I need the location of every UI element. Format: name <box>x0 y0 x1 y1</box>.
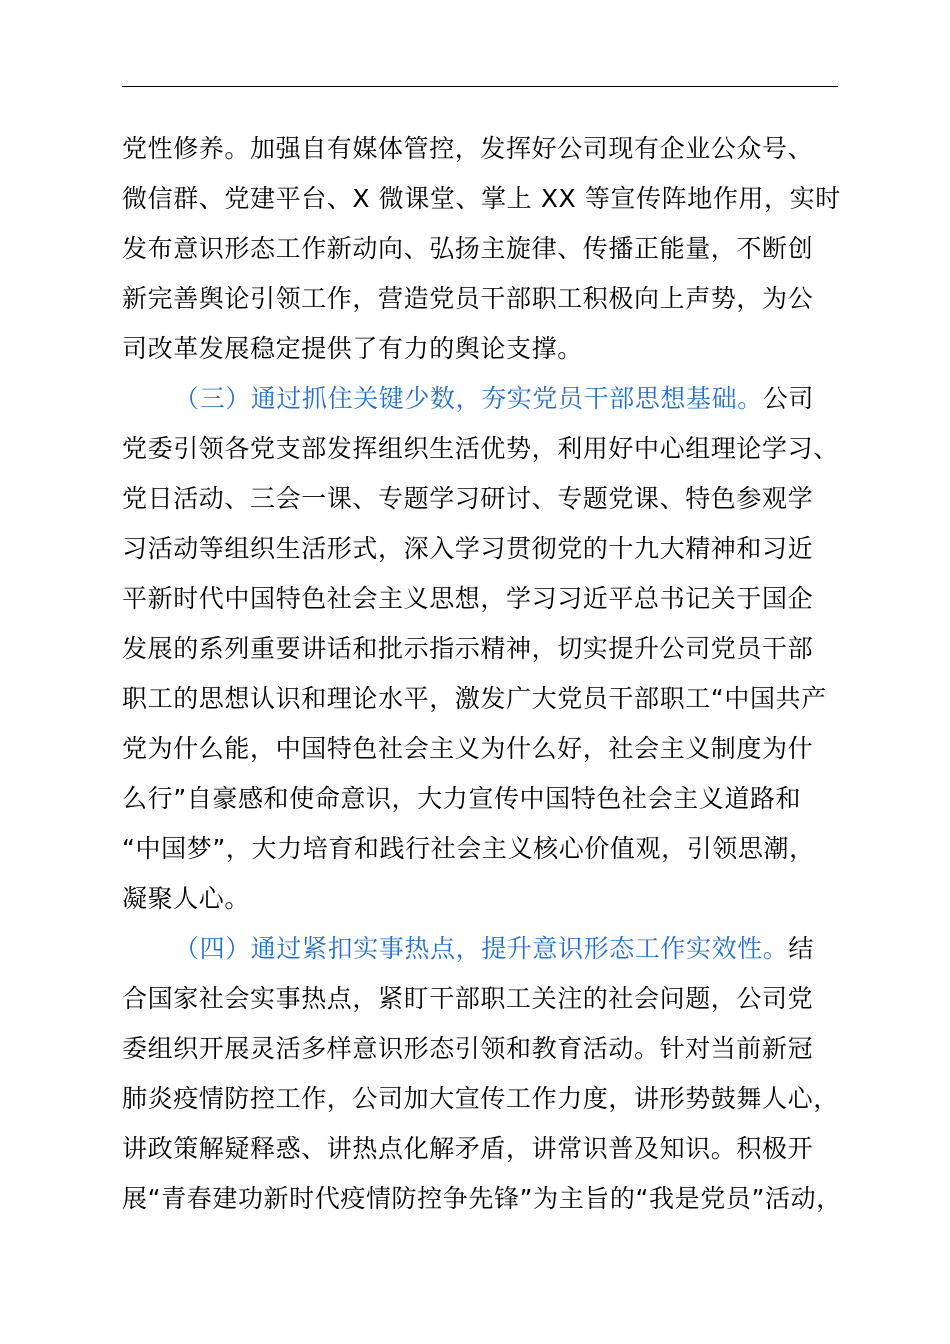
section-4-first-line <box>122 924 862 974</box>
section-3-lead-text: 公司 <box>762 384 815 413</box>
text-line: 党委引领各党支部发挥组织生活优势，利用好中心组理论学习、 <box>122 434 839 463</box>
text-line: 党性修养。加强自有媒体管控，发挥好公司现有企业公众号、 <box>122 134 814 163</box>
text-line: 么行”自豪感和使命意识，大力宣传中国特色社会主义道路和 <box>122 784 802 813</box>
text-line: 凝聚人心。 <box>122 884 251 913</box>
text-line: 讲政策解疑释惑、讲热点化解矛盾，讲常识普及知识。积极开 <box>122 1134 814 1163</box>
text-line: 微信群、党建平台、X 微课堂、掌上 XX 等宣传阵地作用，实时 <box>122 184 841 213</box>
text-line: 党日活动、三会一课、专题学习研讨、专题党课、特色参观学 <box>122 484 814 513</box>
text-line: “中国梦”，大力培育和践行社会主义核心价值观，引领思潮， <box>122 834 815 863</box>
text-line: 发展的系列重要讲话和批示指示精神，切实提升公司党员干部 <box>122 634 814 663</box>
section-4-heading: （四）通过紧扣实事热点，提升意识形态工作实效性。 <box>174 934 789 963</box>
text-line: 新完善舆论引领工作，营造党员干部职工积极向上声势，为公 <box>122 284 814 313</box>
text-line: 发布意识形态工作新动向、弘扬主旋律、传播正能量，不断创 <box>122 234 814 263</box>
section-3-heading: （三）通过抓住关键少数，夯实党员干部思想基础。 <box>174 384 763 413</box>
text-line: 展“青春建功新时代疫情防控争先锋”为主旨的“我是党员”活动， <box>122 1184 842 1213</box>
text-line: 平新时代中国特色社会主义思想，学习习近平总书记关于国企 <box>122 584 814 613</box>
text-line: 司改革发展稳定提供了有力的舆论支撑。 <box>122 334 583 363</box>
text-line: 合国家社会实事热点，紧盯干部职工关注的社会问题，公司党 <box>122 984 814 1013</box>
section-4-lead-text: 结 <box>788 934 815 963</box>
text-line: 委组织开展灵活多样意识形态引领和教育活动。针对当前新冠 <box>122 1034 814 1063</box>
text-line: 职工的思想认识和理论水平，激发广大党员干部职工“中国共产 <box>122 684 827 713</box>
document-body <box>122 124 862 1224</box>
header-rule <box>122 86 838 87</box>
section-3-first-line <box>122 374 862 424</box>
text-line: 习活动等组织生活形式，深入学习贯彻党的十九大精神和习近 <box>122 534 814 563</box>
text-line: 党为什么能，中国特色社会主义为什么好，社会主义制度为什 <box>122 734 814 763</box>
text-line: 肺炎疫情防控工作，公司加大宣传工作力度，讲形势鼓舞人心， <box>122 1084 839 1113</box>
